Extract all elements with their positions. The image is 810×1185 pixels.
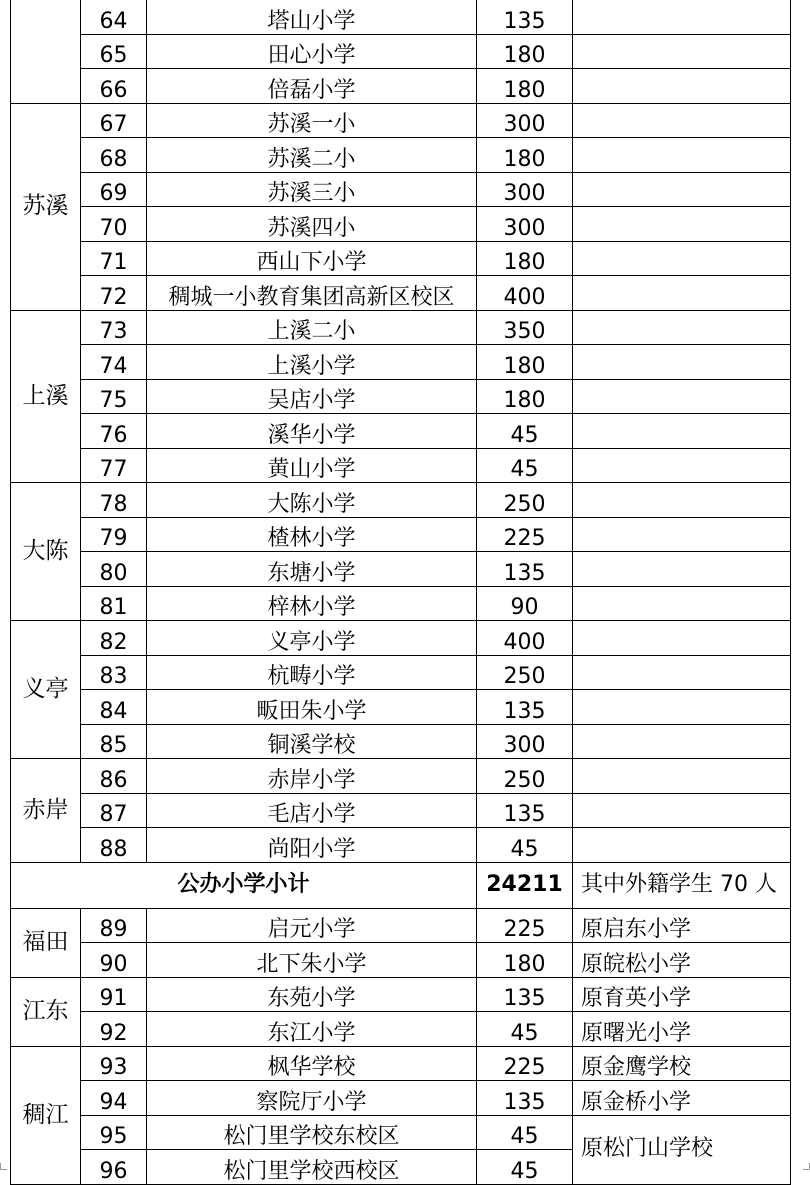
row-number: 87 [81, 793, 147, 828]
school-name: 尚阳小学 [147, 828, 477, 863]
enrollment-count: 45 [477, 1012, 573, 1047]
remark [573, 724, 791, 759]
enrollment-count: 225 [477, 908, 573, 943]
school-name: 东苑小学 [147, 977, 477, 1012]
school-name: 畈田朱小学 [147, 690, 477, 725]
remark [573, 138, 791, 173]
row-number: 91 [81, 977, 147, 1012]
subtotal-label: 公办小学小计 [11, 862, 477, 908]
row-number: 69 [81, 172, 147, 207]
school-name: 毛店小学 [147, 793, 477, 828]
row-number: 75 [81, 379, 147, 414]
school-name: 苏溪二小 [147, 138, 477, 173]
enrollment-count: 250 [477, 483, 573, 518]
table-row [11, 448, 791, 483]
school-name: 义亭小学 [147, 621, 477, 656]
table-row [11, 586, 791, 621]
table-row [11, 943, 791, 978]
table-row [11, 1081, 791, 1116]
remark [573, 586, 791, 621]
remark [573, 655, 791, 690]
remark [573, 103, 791, 138]
school-enrollment-table [10, 0, 791, 1185]
page-corner-mark [0, 1163, 7, 1170]
row-number: 86 [81, 759, 147, 794]
row-number: 82 [81, 621, 147, 656]
row-number: 67 [81, 103, 147, 138]
school-name: 东江小学 [147, 1012, 477, 1047]
enrollment-count: 250 [477, 655, 573, 690]
row-number: 83 [81, 655, 147, 690]
town-cell [11, 0, 81, 103]
remark [573, 793, 791, 828]
school-name: 溪华小学 [147, 414, 477, 449]
table-row [11, 908, 791, 943]
remark [573, 448, 791, 483]
table-row [11, 1046, 791, 1081]
subtotal-count: 24211 [477, 862, 573, 908]
town-cell: 稠江 [11, 1046, 81, 1184]
remark [573, 552, 791, 587]
enrollment-count: 135 [477, 552, 573, 587]
table-row [11, 0, 791, 34]
school-name: 田心小学 [147, 34, 477, 69]
school-name: 倍磊小学 [147, 69, 477, 104]
remark: 原育英小学 [573, 977, 791, 1012]
table-row [11, 483, 791, 518]
row-number: 72 [81, 276, 147, 311]
row-number: 71 [81, 241, 147, 276]
remark [573, 517, 791, 552]
row-number: 93 [81, 1046, 147, 1081]
enrollment-count: 180 [477, 345, 573, 380]
remark: 原曙光小学 [573, 1012, 791, 1047]
enrollment-count: 90 [477, 586, 573, 621]
table-row [11, 552, 791, 587]
remark: 原启东小学 [573, 908, 791, 943]
school-name: 梓林小学 [147, 586, 477, 621]
table-row [11, 103, 791, 138]
row-number: 74 [81, 345, 147, 380]
enrollment-count: 400 [477, 276, 573, 311]
school-name: 楂林小学 [147, 517, 477, 552]
remark [573, 207, 791, 242]
remark: 原金鹰学校 [573, 1046, 791, 1081]
row-number: 84 [81, 690, 147, 725]
town-cell: 福田 [11, 908, 81, 977]
school-name: 西山下小学 [147, 241, 477, 276]
enrollment-count: 135 [477, 0, 573, 34]
table-row [11, 34, 791, 69]
school-name: 吴店小学 [147, 379, 477, 414]
remark [573, 34, 791, 69]
school-name: 上溪二小 [147, 310, 477, 345]
row-number: 89 [81, 908, 147, 943]
table-row [11, 690, 791, 725]
school-name: 大陈小学 [147, 483, 477, 518]
remark [573, 483, 791, 518]
enrollment-count: 180 [477, 138, 573, 173]
row-number: 65 [81, 34, 147, 69]
enrollment-count: 180 [477, 241, 573, 276]
remark [573, 414, 791, 449]
row-number: 96 [81, 1150, 147, 1185]
row-number: 95 [81, 1115, 147, 1150]
remark [573, 759, 791, 794]
table-row [11, 276, 791, 311]
row-number: 81 [81, 586, 147, 621]
table-row [11, 172, 791, 207]
town-cell: 上溪 [11, 310, 81, 483]
school-name: 杭畴小学 [147, 655, 477, 690]
table-row [11, 345, 791, 380]
town-cell: 江东 [11, 977, 81, 1046]
enrollment-count: 180 [477, 943, 573, 978]
remark: 原皖松小学 [573, 943, 791, 978]
table-row [11, 1115, 791, 1150]
table-row [11, 655, 791, 690]
enrollment-count: 180 [477, 34, 573, 69]
row-number: 64 [81, 0, 147, 34]
remark [573, 310, 791, 345]
table-row [11, 793, 791, 828]
school-name: 启元小学 [147, 908, 477, 943]
school-name: 察院厅小学 [147, 1081, 477, 1116]
page-corner-mark [803, 1163, 810, 1170]
table-row [11, 310, 791, 345]
enrollment-count: 250 [477, 759, 573, 794]
row-number: 94 [81, 1081, 147, 1116]
row-number: 70 [81, 207, 147, 242]
school-name: 东塘小学 [147, 552, 477, 587]
remark [573, 241, 791, 276]
enrollment-count: 180 [477, 69, 573, 104]
school-name: 苏溪四小 [147, 207, 477, 242]
row-number: 68 [81, 138, 147, 173]
enrollment-count: 135 [477, 690, 573, 725]
enrollment-count: 300 [477, 103, 573, 138]
row-number: 73 [81, 310, 147, 345]
enrollment-count: 400 [477, 621, 573, 656]
table-row [11, 621, 791, 656]
remark [573, 345, 791, 380]
remark [573, 379, 791, 414]
remark: 原松门山学校 [573, 1115, 791, 1184]
school-name: 苏溪一小 [147, 103, 477, 138]
enrollment-count: 300 [477, 207, 573, 242]
row-number: 76 [81, 414, 147, 449]
table-row [11, 207, 791, 242]
row-number: 92 [81, 1012, 147, 1047]
enrollment-count: 45 [477, 1150, 573, 1185]
remark [573, 621, 791, 656]
row-number: 79 [81, 517, 147, 552]
table-row [11, 724, 791, 759]
row-number: 80 [81, 552, 147, 587]
school-name: 黄山小学 [147, 448, 477, 483]
remark: 原金桥小学 [573, 1081, 791, 1116]
remark [573, 690, 791, 725]
table-row [11, 759, 791, 794]
enrollment-count: 45 [477, 414, 573, 449]
table-row [11, 138, 791, 173]
table-row [11, 241, 791, 276]
enrollment-count: 300 [477, 724, 573, 759]
town-cell: 赤岸 [11, 759, 81, 863]
enrollment-count: 135 [477, 793, 573, 828]
enrollment-count: 135 [477, 977, 573, 1012]
row-number: 77 [81, 448, 147, 483]
table-row [11, 69, 791, 104]
enrollment-count: 180 [477, 379, 573, 414]
table-row [11, 828, 791, 863]
subtotal-note: 其中外籍学生 70 人 [573, 862, 791, 908]
school-name: 枫华学校 [147, 1046, 477, 1081]
remark [573, 828, 791, 863]
table-row [11, 414, 791, 449]
subtotal-row [11, 862, 791, 908]
remark [573, 172, 791, 207]
school-name: 苏溪三小 [147, 172, 477, 207]
school-name: 上溪小学 [147, 345, 477, 380]
remark [573, 69, 791, 104]
table-row [11, 977, 791, 1012]
row-number: 85 [81, 724, 147, 759]
school-name: 松门里学校东校区 [147, 1115, 477, 1150]
enrollment-count: 135 [477, 1081, 573, 1116]
enrollment-count: 300 [477, 172, 573, 207]
school-name: 稠城一小教育集团高新区校区 [147, 276, 477, 311]
row-number: 66 [81, 69, 147, 104]
enrollment-count: 225 [477, 1046, 573, 1081]
town-cell: 大陈 [11, 483, 81, 621]
enrollment-count: 45 [477, 448, 573, 483]
table-row [11, 379, 791, 414]
table-row [11, 517, 791, 552]
row-number: 88 [81, 828, 147, 863]
remark [573, 0, 791, 34]
enrollment-count: 45 [477, 828, 573, 863]
enrollment-count: 45 [477, 1115, 573, 1150]
enrollment-count: 225 [477, 517, 573, 552]
school-name: 北下朱小学 [147, 943, 477, 978]
row-number: 78 [81, 483, 147, 518]
school-name: 塔山小学 [147, 0, 477, 34]
school-name: 铜溪学校 [147, 724, 477, 759]
remark [573, 276, 791, 311]
row-number: 90 [81, 943, 147, 978]
school-name: 赤岸小学 [147, 759, 477, 794]
town-cell: 义亭 [11, 621, 81, 759]
table-row [11, 1012, 791, 1047]
school-name: 松门里学校西校区 [147, 1150, 477, 1185]
enrollment-count: 350 [477, 310, 573, 345]
town-cell: 苏溪 [11, 103, 81, 310]
